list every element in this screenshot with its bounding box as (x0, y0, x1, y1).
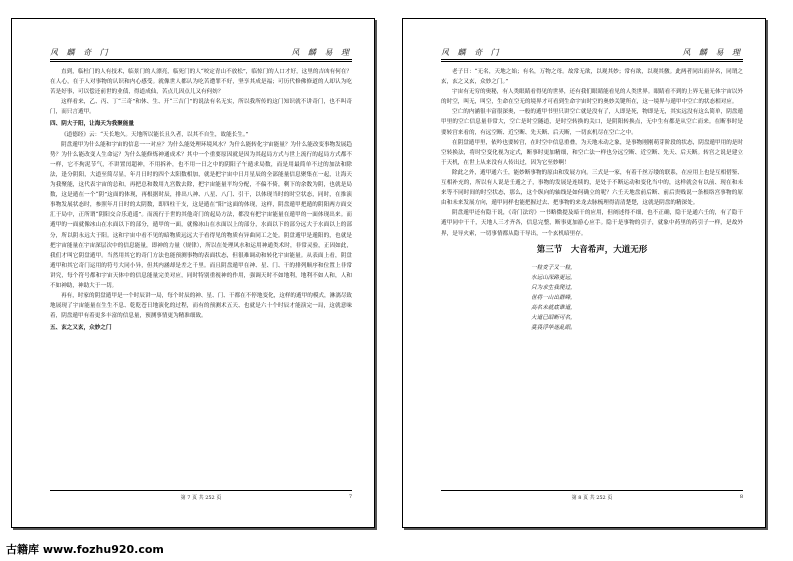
poem-line: 一粒麦子又一粒， (531, 264, 576, 271)
page-body (441, 67, 743, 483)
document-page-left (11, 18, 375, 528)
page-header (50, 45, 352, 60)
paragraph: 阴盘遁甲为什么能和宇宙的信息一一对应？为什么能处理环境风水？为什么能转化宇宙能量？为什么能改变事物发展趋势？为什么能改变人生命运？为什么能修炼神通成术？其中一个重要原因就是因为其起局方式与世上流行的起局方式都不一样，它不拘泥节气，不讲置闰超神，不用拆补，也不用一日之中的阴阳子午遁求局数，而是用最简单不过的加法和除法，逢分阴阳，大道至简尽显，年月日时的四个太阳数相加，就是把宇宙中日月星辰的全部能量信息聚集在一起，让海天为我聚能，这代表宇宙的总和，再把总和数用九宫数去除，把宇宙能量平均分配，不偏不倚，剩下的余数为阴，也就是局数，这是遁在一个“阴”这面的体现，再根据时辰，排出八神、八星、八门、引干，以体现当时的时空状态，同时，在推演事物发展状态时，参照年月日时的太阴数，即四柱干支，这是遁在“阳”这面的体现，这样，阴盘遁甲把遁的阴阳两方面交汇于局中，正所谓“阴阳交合乐逍遥”。而流行于世的其他奇门的起局方法，都没有把宇宙能量在遁甲的一面体现出来。而遁甲的一面就像冰山在水面以下的部分，遁甲的一面，就像冰山在水面以上的部分，水面以下的部分远大于水面以上的部分，所以阴永远大于阳。这和宇宙中看不见的暗物质远远大于看得见的物质有异曲同工之处。阴盘遁甲是遁阳的，也就是把宇宙能量在宇宙深层次中的信息能量，即神的力量（规律），所以在处理风水和运用神通类术时，非常灵验，正因如此，我们才叫它阴盘遁甲。当然用其它的奇门方法也能预测事物的表面状态，但很难调动和转化宇宙能量。从表面上看，阴盘遁甲和其它奇门运用的符号大同小异，但其内涵却是差之千里。而且阴盘遁甲在神、星、门、干的排列顺序和位置上非常讲究，每个符号都和宇宙天体中的信息能量完美对应，同时特别重视神的作用，强调天时不如地利，地利不如人和，人和不如神助，神助大于一切。 (50, 141, 352, 289)
page-footer (50, 490, 352, 505)
poem-line: 水远山深路更远， (531, 274, 576, 281)
header-left-title: 风 麟 奇 门 (441, 48, 502, 57)
poem-line: 高名未就底谁道， (531, 304, 576, 311)
paragraph: 空亡的内涵很丰富很深奥，一般的遁甲书里只讲空亡就是没有了，人即是死，物即是无，其实远没有这么简单，阴盘遁甲里的空亡信息量非常大，空亡是时空隧道，是时空转换的关口，是阴阳转换点，无中生有都是从空亡而来。在断事时是要转宫来看的，有远空断、近空断、先天断、后天断，一切玄机尽在空亡之中。 (441, 109, 743, 136)
paragraph: 老子曰：“无名，天地之始；有名，万物之母。故常无欲，以观其妙；常有欲，以观其徼。此两者同出而异名，同谓之玄，玄之又玄，众妙之门。” (441, 69, 743, 86)
paragraph: 阴盘遁甲还有隐干说，《奇门法窍》一书略微提及暗干的应用，但阐述得不细，也不正确，隐干是通六壬的，有了隐干遁甲同中干千，天地人三才齐各，信息完整，断事更加游心应手。隐干是事物的引子，就象中药里的药引子一样，是故外界，是导火索，一切事情都从隐干导出，一个玄机暗里存。 (441, 210, 743, 237)
header-left-title: 风 麟 奇 门 (50, 48, 111, 57)
page-number: 7 (348, 494, 352, 500)
paragraph: 《道德经》云：“天长地久。天地所以能长且久者，以其不自生，故能长生。” (61, 131, 249, 138)
paragraph: 除此之外，遁甲通六壬，能妙断事物的原由和发展方向。三式是一家，有着千丝万缕的联系，在应用上也是互相借鉴、互相补充的，所以有人说是壬遁之子，事物的发展是连续的，是处于不断运动和变化当中的，这样就会有以前、现在和未来等不同时间的时空状态，那么，这个纵向的轴线是如何确立的呢？六壬天地盘前后断、前后贵贱说一条根络宫事物的原由和未来发展方向，遁甲同样也能把握过去、把事物的来龙去脉梳理得清清楚楚，这就是阴盘的精深处。 (441, 169, 743, 207)
site-watermark: 古籍库 www.fozhu920.com (6, 543, 164, 556)
poem-line: 大道已昭断可名， (531, 314, 576, 321)
paragraph: 直到，临杜门的人有技术，临景门的人漂亮，临死门的人“咬定青山不放松”，临惊门的人口才好，这里的吉凶有何在？ 在人心，在于人对事物的认识和内心感受。就像世人都认为吃苦遭罪不好，坚享其成是福；可历代修佛修道的人却认为吃苦是好事，可以偿还前世的业债，得道成仙，苦点儿因点儿又有何妨？ (50, 69, 352, 96)
paragraph-list (441, 67, 743, 255)
chapter-section-title: 第三节 大音希声，大道无形 (536, 244, 648, 255)
page-number: 8 (739, 494, 743, 500)
paragraph: 再有，时家的阴盘遁甲是一个时辰讲一局，每个时辰的神、星、门、干都在不停地变化，这样的遁甲的模式，淋漓尽致地展现了宇宙能量在生生不息、乾乾苍日地演化的过程，而有的预测术五天、也就是六十个时辰才能演完一局，这就意味着，阴盘遁甲有着更多丰富的信息量，预测事情更为精准细致。 (50, 293, 352, 320)
page-body (50, 67, 352, 483)
page-count: 第 7 页 共 252 页 (180, 495, 222, 501)
header-right-title: 风 麟 易 理 (682, 48, 743, 57)
page-count: 第 8 页 共 252 页 (571, 495, 613, 501)
page-footer (441, 490, 743, 505)
poem-line: 只为求生我爬过， (531, 284, 576, 291)
paragraph: 这样看来，乙、丙、丁“三奇”和休、生、开“三吉门”的说法有名无实，所以我所传的这门知识就不讲奇门，也不叫奇门，而只言遁甲。 (50, 99, 352, 116)
section-heading: 五、玄之又玄，众妙之门 (50, 325, 112, 332)
document-page-right (402, 18, 766, 528)
paragraph: 宇宙有无穷的奥秘，有人类眼睛看得见的世界，还有我们眼睛能看见的人类世界。眼睛看不到的上界无量无体宇宙以外的时空，叫无，叫空，生命在空无的境界才可看到生命宇宙时空的奥妙关键所在，这一境界与遁甲中空亡的状态相对应。 (441, 89, 743, 106)
poem-block (531, 263, 743, 333)
poem-line: 世将一山出群峰， (531, 294, 576, 301)
page-header (441, 45, 743, 60)
header-right-title: 风 麟 易 理 (291, 48, 352, 57)
paragraph: 在阴盘遁甲里，依吟也要转宫，在时空中信息重叠，为天地未动之象，是事物刚刚萌芽阶段的状态，阴盘遁甲用的是时空转换法，将时空变化视为定式，断事时更加精细，和空亡法一样也分远空断、近空断、先天、后天断。转宫之说是建立于天机，在世上从来没有人传出过，因为它至妙啊！ (441, 139, 743, 166)
section-heading: 四、阴大于阳，让海天为我聚能量 (50, 121, 134, 128)
poem-line: 莫畏浮华迷乱眼。 (531, 324, 576, 331)
